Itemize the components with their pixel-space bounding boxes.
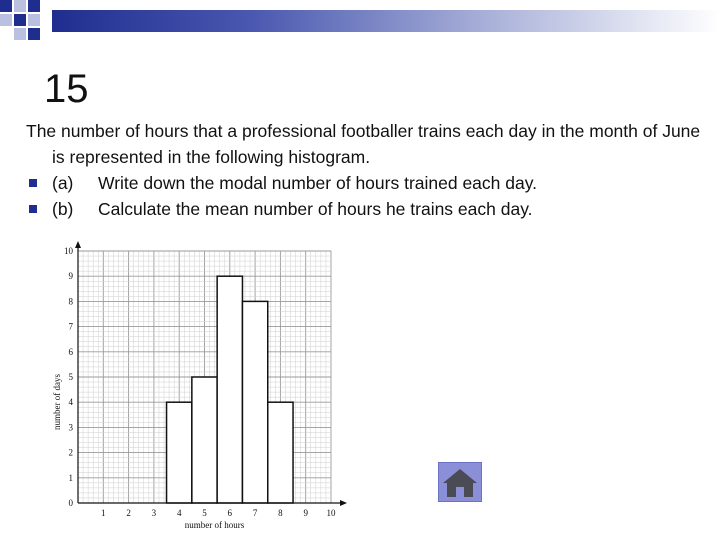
bullet-b [26, 196, 706, 222]
y-tick-label-0: 0 [68, 498, 73, 508]
histogram-bar-2 [192, 377, 217, 503]
square-bullet-icon [29, 205, 37, 213]
histogram-bar-1 [167, 402, 192, 503]
y-tick-label-7: 7 [68, 321, 73, 332]
y-tick-label-5: 5 [68, 372, 73, 382]
y-axis-arrow [75, 241, 81, 248]
x-tick-label-2: 2 [126, 508, 131, 518]
histogram-bar-5 [268, 402, 293, 503]
bullet-b-text: Calculate the mean number of hours he trains each day. [98, 199, 533, 219]
y-tick-label-3: 3 [68, 422, 73, 433]
x-tick-label-5: 5 [202, 508, 207, 518]
histogram-bar-4 [242, 301, 267, 503]
x-tick-label-4: 4 [176, 508, 182, 518]
x-tick-label-6: 6 [227, 508, 233, 518]
y-axis-label: number of days [52, 374, 62, 430]
y-tick-label-4: 4 [68, 397, 73, 408]
x-tick-label-9: 9 [303, 508, 308, 518]
x-tick-label-10: 10 [326, 508, 336, 518]
x-axis-arrow [340, 500, 347, 506]
x-tick-label-8: 8 [278, 508, 283, 518]
home-icon [439, 463, 481, 501]
decorative-squares [0, 0, 60, 45]
bullet-a-text: Write down the modal number of hours trained each day. [98, 173, 538, 193]
bullet-a [26, 170, 706, 196]
x-axis-label: number of hours [184, 520, 245, 530]
x-tick-label-7: 7 [252, 508, 258, 518]
x-tick-label-1: 1 [101, 508, 106, 518]
y-tick-label-6: 6 [68, 346, 73, 357]
title-gradient-bar [52, 10, 720, 32]
histogram-bar-3 [217, 276, 242, 503]
square-bullet-icon [29, 179, 37, 187]
bullet-b-label: (b) [52, 199, 74, 219]
y-tick-label-10: 10 [64, 246, 73, 256]
histogram-svg [40, 238, 350, 530]
home-button[interactable] [438, 462, 482, 502]
x-tick-label-3: 3 [151, 508, 157, 518]
y-tick-label-2: 2 [68, 447, 73, 458]
bullet-a-label: (a) [52, 173, 74, 193]
question-intro: The number of hours that a professional footballer trains each day in the month of June is represented in the following histogram. [26, 121, 701, 167]
y-tick-label-8: 8 [68, 296, 73, 307]
y-tick-label-9: 9 [68, 271, 73, 282]
histogram [40, 238, 350, 530]
slide-number: 15 [44, 67, 89, 111]
question-text [26, 118, 706, 222]
y-tick-label-1: 1 [68, 472, 73, 483]
